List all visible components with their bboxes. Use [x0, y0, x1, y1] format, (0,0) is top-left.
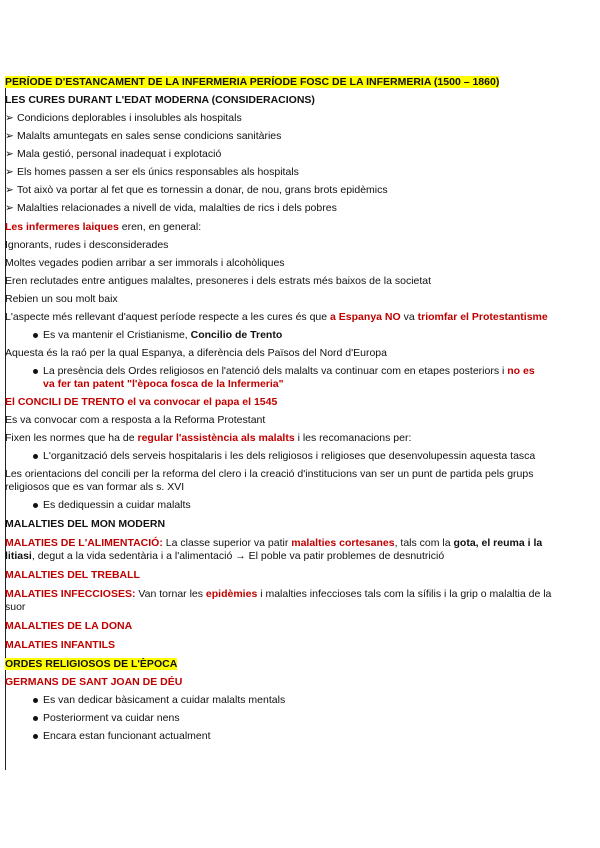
- bullet-dot-icon: [33, 734, 38, 739]
- orientacions-paragraph: Les orientacions del concili per la reforma del clero i la creació d'institucions van ser un punt de partida pels grups religiosos que es van formar als s. XVI: [5, 468, 534, 493]
- laiques-item: Rebien un sou molt baix: [5, 293, 118, 305]
- normes-paragraph: Fixen les normes que ha de regular l'assistència als malalts i les recomanacions per:: [5, 432, 412, 444]
- bullet-dot-icon: [33, 698, 38, 703]
- laiques-intro: Les infermeres laiques eren, en general:: [5, 221, 202, 233]
- consideration-item: ➢ Malalts amuntegats en sales sense condicions sanitàries: [5, 130, 282, 142]
- list-item: La presència dels Ordes religiosos en l'atenció dels malalts va continuar com en etapes posteriors i no es va fer tan patent "l'època fosca de la Infermeria": [5, 365, 585, 391]
- list-item: Encara estan funcionant actualment: [5, 730, 585, 743]
- bullet-dot-icon: [33, 369, 38, 374]
- bullet-dot-icon: [33, 454, 38, 459]
- arrow-bullet-icon: ➢: [5, 148, 14, 160]
- list-item: L'organització dels serveis hospitalaris i les dels religiosos i religioses que desenvolupessin aquesta tasca: [5, 450, 585, 463]
- consideration-item: ➢ Tot això va portar al fet que es tornessin a donar, de nou, grans brots epidèmics: [5, 184, 388, 196]
- list-item: Es van dedicar bàsicament a cuidar malalts mentals: [5, 694, 585, 707]
- page-title: PERÍODE D'ESTANCAMENT DE LA INFERMERIA PERÍODE FOSC DE LA INFERMERIA (1500 – 1860): [5, 76, 500, 88]
- bullet-dot-icon: [33, 333, 38, 338]
- bullet-dot-icon: [33, 503, 38, 508]
- cures-heading: LES CURES DURANT L'EDAT MODERNA (CONSIDERACIONS): [5, 94, 315, 106]
- laiques-item: Ignorants, rudes i desconsiderades: [5, 239, 169, 251]
- infantils-heading: MALATIES INFANTILS: [5, 639, 116, 651]
- bullet-dot-icon: [33, 716, 38, 721]
- treball-heading: MALALTIES DEL TREBALL: [5, 569, 140, 581]
- dona-heading: MALALTIES DE LA DONA: [5, 620, 133, 632]
- alimentacio-paragraph: MALATIES DE L'ALIMENTACIÓ: La classe superior va patir malalties cortesanes, tals com la gota, el reuma i la litiasi, degut a la vida sedentària i a l'alimentació → El poble va patir problemes de desnutrició: [5, 537, 543, 562]
- consideration-item: ➢ Els homes passen a ser els únics responsables als hospitals: [5, 166, 299, 178]
- convocar-paragraph: Es va convocar com a resposta a la Reforma Protestant: [5, 414, 266, 426]
- arrow-bullet-icon: ➢: [5, 184, 14, 196]
- arrow-bullet-icon: ➢: [5, 130, 14, 142]
- laiques-item: Moltes vegades podien arribar a ser immorals i alcohòliques: [5, 257, 285, 269]
- concili-heading: El CONCILI DE TRENTO el va convocar el papa el 1545: [5, 396, 278, 408]
- arrow-bullet-icon: ➢: [5, 166, 14, 178]
- consideration-item: ➢ Condicions deplorables i insolubles als hospitals: [5, 112, 242, 124]
- arrow-bullet-icon: ➢: [5, 202, 14, 214]
- laiques-item: Eren reclutades entre antigues malaltes, presoneres i dels estrats més baixos de la societat: [5, 275, 432, 287]
- aspecte-paragraph: L'aspecte més rellevant d'aquest període respecte a les cures és que a Espanya NO va triomfar el Protestantisme: [5, 311, 548, 323]
- consideration-item: ➢ Malalties relacionades a nivell de vida, malalties de rics i dels pobres: [5, 202, 337, 214]
- list-item: Posteriorment va cuidar nens: [5, 712, 585, 725]
- list-item: Es va mantenir el Cristianisme, Concilio de Trento: [5, 329, 585, 342]
- list-item: Es dediquessin a cuidar malalts: [5, 499, 585, 512]
- arrow-bullet-icon: ➢: [5, 112, 14, 124]
- germans-heading: GERMANS DE SANT JOAN DE DÉU: [5, 676, 183, 688]
- rao-paragraph: Aquesta és la raó per la qual Espanya, a diferència dels Països del Nord d'Europa: [5, 347, 387, 359]
- consideration-item: ➢ Mala gestió, personal inadequat i explotació: [5, 148, 222, 160]
- mon-modern-heading: MALALTIES DEL MON MODERN: [5, 518, 166, 530]
- infeccioses-paragraph: MALATIES INFECCIOSES: Van tornar les epidèmies i malalties infeccioses tals com la sífilis i la grip o malaltia de la suor: [5, 588, 552, 613]
- document-content: [5, 76, 585, 743]
- ordes-heading: ORDES RELIGIOSOS DE L'ÈPOCA: [5, 658, 178, 670]
